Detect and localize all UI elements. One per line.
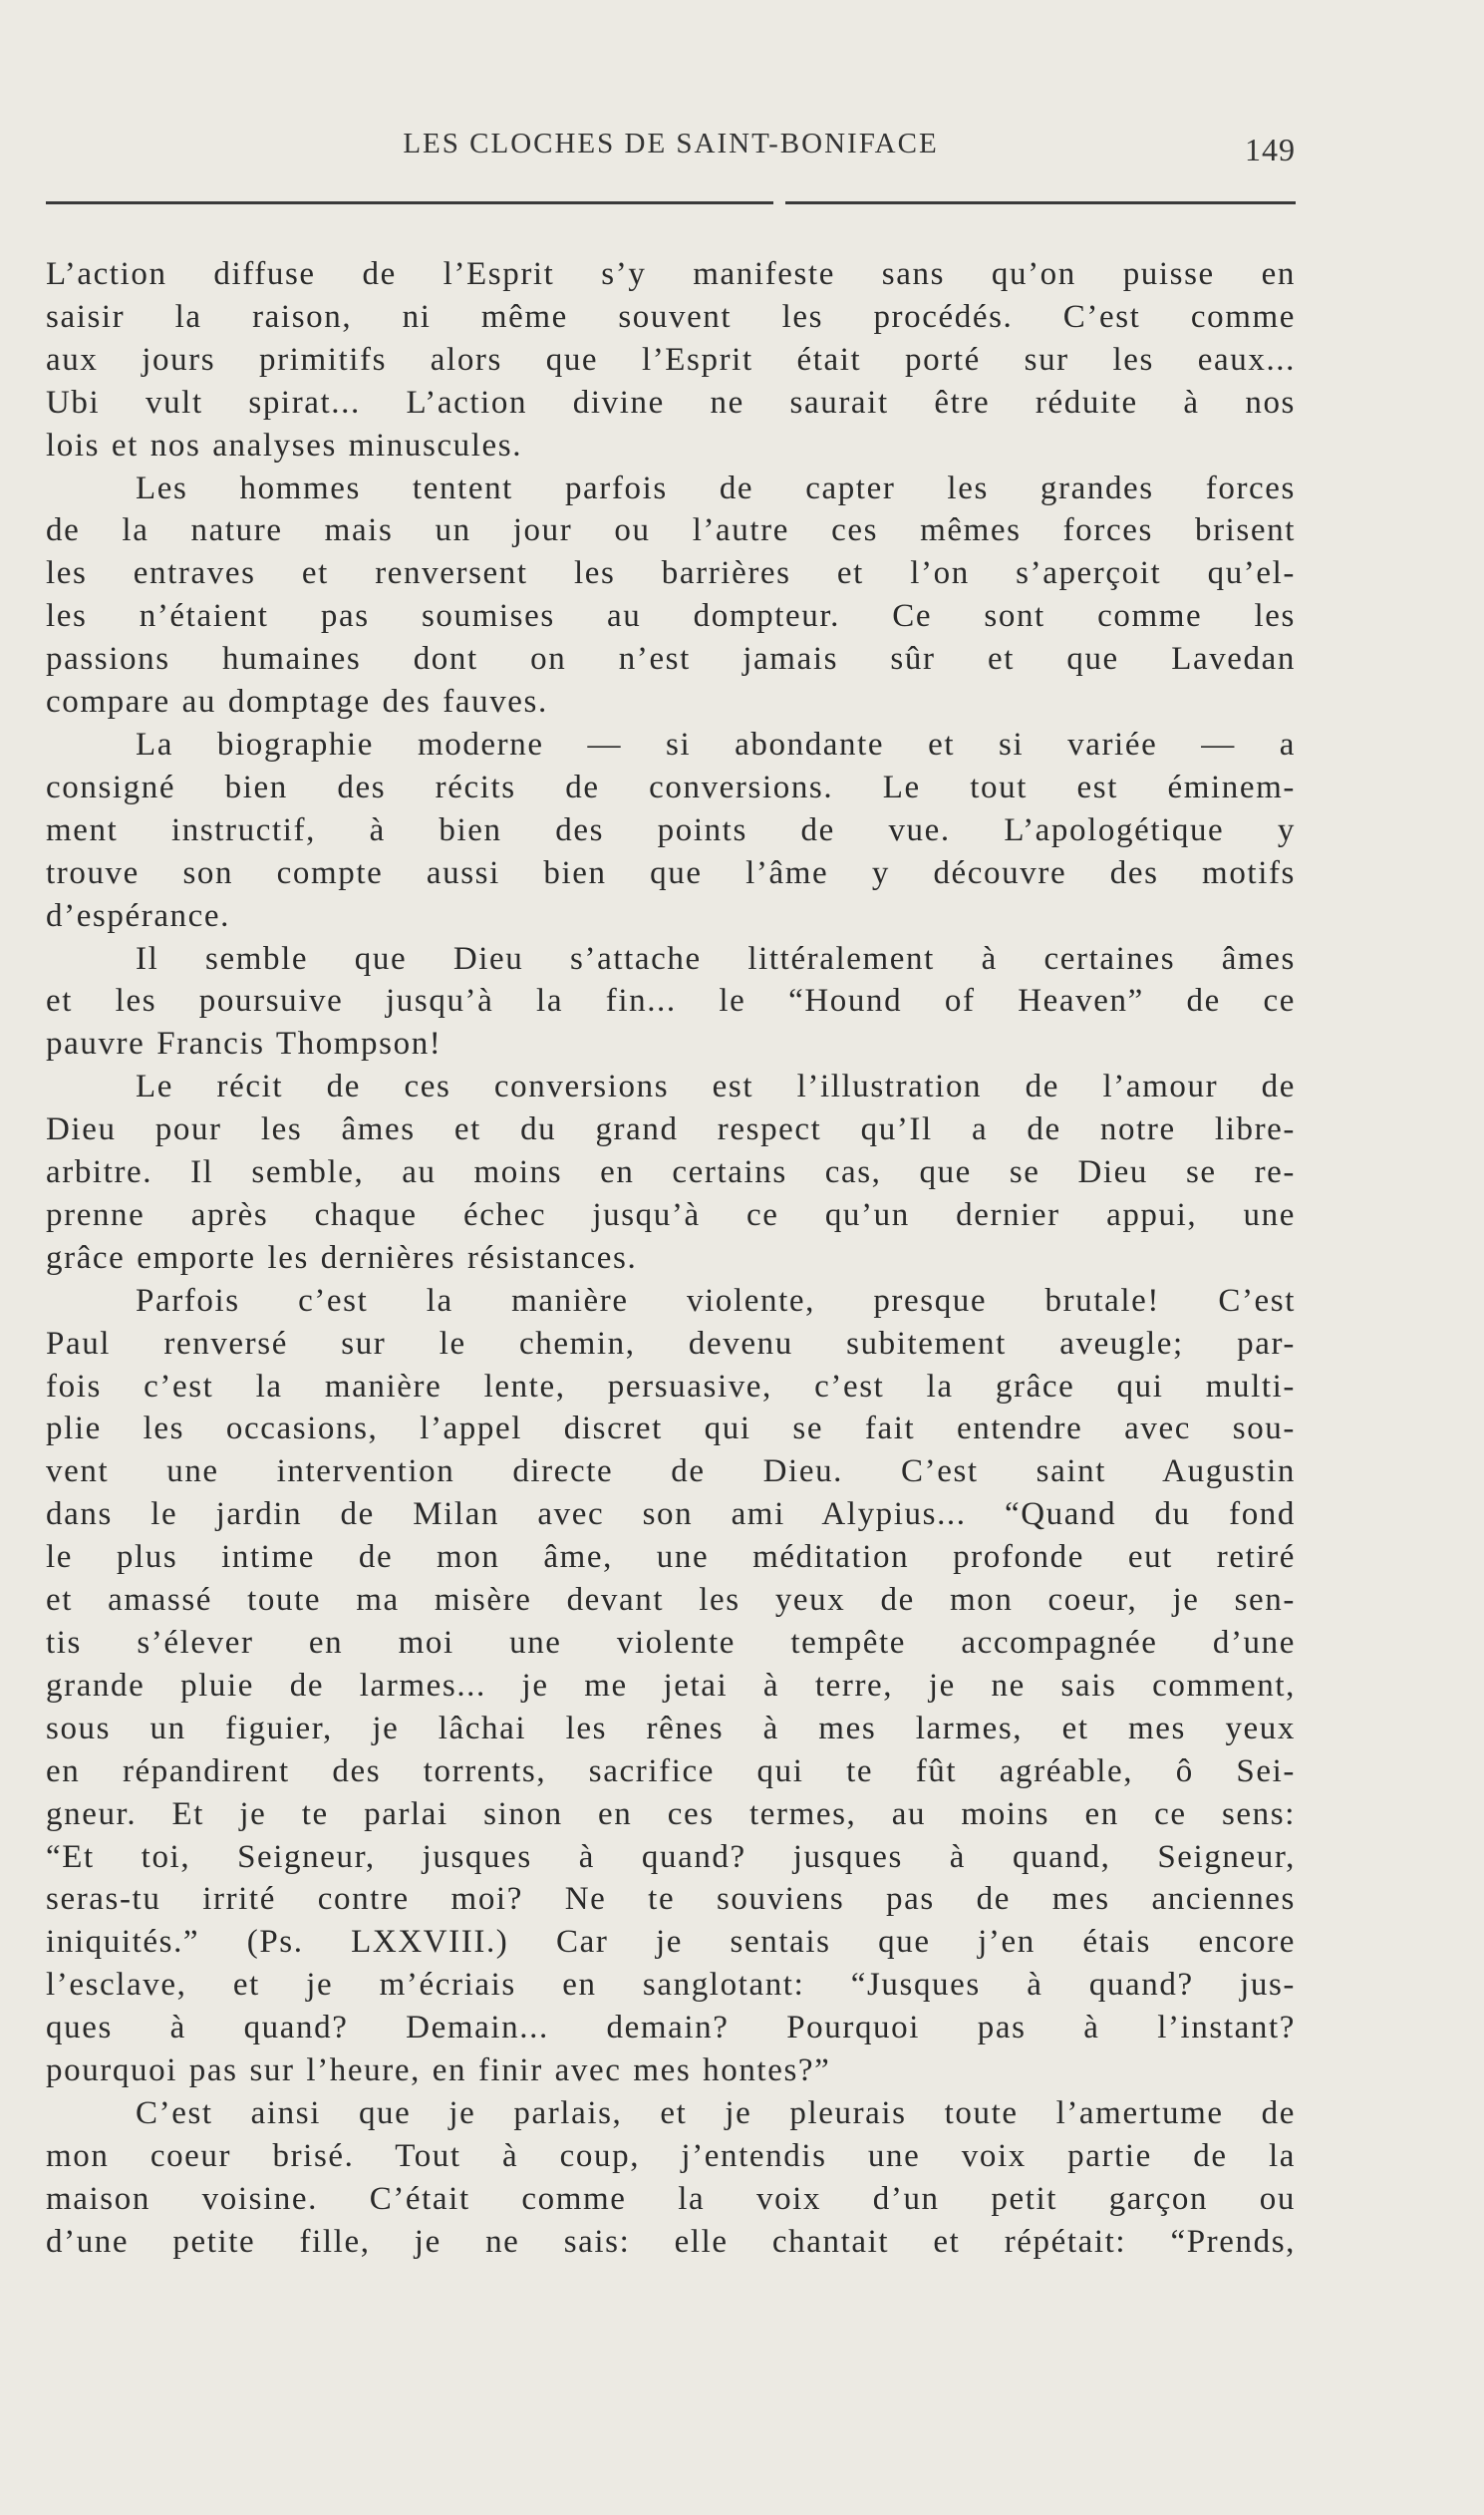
text-line: en répandirent des torrents, sacrifice qui te fût agréable, ô Sei- (46, 1752, 1296, 1789)
text-line: sous un figuier, je lâchai les rênes à mes larmes, et mes yeux (46, 1710, 1296, 1746)
text-line: maison voisine. C’était comme la voix d’un petit garçon ou (46, 2180, 1296, 2217)
text-line: d’une petite fille, je ne sais: elle chantait et répétait: “Prends, (46, 2223, 1296, 2260)
paragraph (46, 1066, 1296, 1280)
text-line: La biographie moderne — si abondante et si variée — a (136, 726, 1296, 763)
text-line: Parfois c’est la manière violente, presque brutale! C’est (136, 1282, 1296, 1319)
text-line: iniquités.” (Ps. LXXVIII.) Car je sentais que j’en étais encore (46, 1924, 1296, 1961)
text-line: grâce emporte les dernières résistances. (46, 1239, 638, 1276)
text-line: mon coeur brisé. Tout à coup, j’entendis une voix partie de la (46, 2137, 1296, 2174)
text-line: saisir la raison, ni même souvent les procédés. C’est comme (46, 298, 1296, 335)
text-line: Ubi vult spirat... L’action divine ne saurait être réduite à nos (46, 384, 1296, 421)
text-line: dans le jardin de Milan avec son ami Alypius... “Quand du fond (46, 1496, 1296, 1533)
paragraph (46, 253, 1296, 468)
text-line: ques à quand? Demain... demain? Pourquoi pas à l’instant? (46, 2010, 1296, 2046)
text-line: consigné bien des récits de conversions. Le tout est éminem- (46, 769, 1296, 805)
text-line: les entraves et renversent les barrières et l’on s’aperçoit qu’el- (46, 555, 1296, 592)
text-line: et amassé toute ma misère devant les yeux de mon coeur, je sen- (46, 1582, 1296, 1619)
body-text (46, 253, 1296, 2264)
text-line: et les poursuive jusqu’à la fin... le “Hound of Heaven” de ce (46, 983, 1296, 1020)
text-line: arbitre. Il semble, au moins en certains cas, que se Dieu se re- (46, 1154, 1296, 1191)
text-line: d’espérance. (46, 897, 231, 934)
text-line: vent une intervention directe de Dieu. C’est saint Augustin (46, 1453, 1296, 1490)
text-line: aux jours primitifs alors que l’Esprit était porté sur les eaux... (46, 341, 1296, 378)
text-line: compare au domptage des fauves. (46, 684, 548, 721)
header-rule-left (46, 201, 773, 204)
text-line: passions humaines dont on n’est jamais sûr et que Lavedan (46, 641, 1296, 678)
text-line: prenne après chaque échec jusqu’à ce qu’un dernier appui, une (46, 1196, 1296, 1233)
text-line: l’esclave, et je m’écriais en sanglotant: “Jusques à quand? jus- (46, 1967, 1296, 2004)
text-line: “Et toi, Seigneur, jusques à quand? jusques à quand, Seigneur, (46, 1838, 1296, 1875)
text-line: lois et nos analyses minuscules. (46, 427, 523, 464)
page-number: 149 (1245, 132, 1296, 167)
text-line: seras-tu irrité contre moi? Ne te souviens pas de mes anciennes (46, 1881, 1296, 1918)
text-line: grande pluie de larmes... je me jetai à terre, je ne sais comment, (46, 1667, 1296, 1704)
paragraph (46, 468, 1296, 724)
text-line: Il semble que Dieu s’attache littéralement à certaines âmes (136, 940, 1296, 977)
paragraph (46, 724, 1296, 938)
text-line: fois c’est la manière lente, persuasive, c’est la grâce qui multi- (46, 1368, 1296, 1405)
paragraph (46, 938, 1296, 1067)
running-title: LES CLOCHES DE SAINT-BONIFACE (403, 128, 939, 159)
page-header (46, 118, 1296, 177)
text-line: les n’étaient pas soumises au dompteur. Ce sont comme les (46, 598, 1296, 635)
text-line: pauvre Francis Thompson! (46, 1026, 443, 1063)
text-line: tis s’élever en moi une violente tempête accompagnée d’une (46, 1625, 1296, 1661)
text-line: pourquoi pas sur l’heure, en finir avec mes hontes?” (46, 2052, 831, 2089)
text-line: Les hommes tentent parfois de capter les grandes forces (136, 470, 1296, 506)
text-line: le plus intime de mon âme, une méditation profonde eut retiré (46, 1539, 1296, 1576)
paragraph (46, 2092, 1296, 2264)
text-line: gneur. Et je te parlai sinon en ces termes, au moins en ce sens: (46, 1795, 1296, 1832)
text-line: Le récit de ces conversions est l’illustration de l’amour de (136, 1069, 1296, 1105)
text-line: Dieu pour les âmes et du grand respect qu’Il a de notre libre- (46, 1111, 1296, 1148)
text-line: trouve son compte aussi bien que l’âme y découvre des motifs (46, 854, 1296, 891)
text-line: de la nature mais un jour ou l’autre ces mêmes forces brisent (46, 512, 1296, 549)
text-line: Paul renversé sur le chemin, devenu subitement aveugle; par- (46, 1325, 1296, 1362)
header-rule-right (785, 201, 1296, 204)
text-line: L’action diffuse de l’Esprit s’y manifeste sans qu’on puisse en (46, 256, 1296, 292)
paragraph (46, 1280, 1296, 2092)
text-line: ment instructif, à bien des points de vue. L’apologétique y (46, 811, 1296, 848)
text-line: plie les occasions, l’appel discret qui se fait entendre avec sou- (46, 1411, 1296, 1447)
text-line: C’est ainsi que je parlais, et je pleurais toute l’amertume de (136, 2094, 1296, 2131)
